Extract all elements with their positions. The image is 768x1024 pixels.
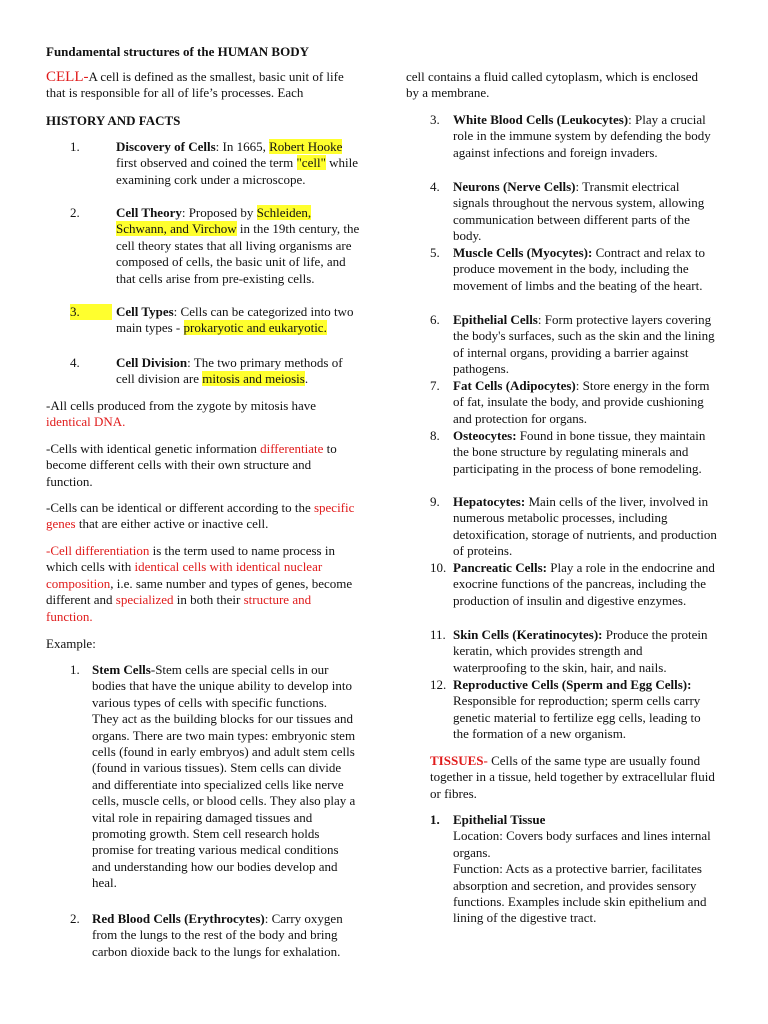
item-text: : Store energy in the form of fat, insulate the body, and provide cushioning and protection for organs. — [453, 378, 710, 426]
paragraph-text: Cells of the same type are usually found together in a tissue, held together by extracellular fluid or fibres. — [430, 753, 715, 801]
list-number: 1. — [430, 812, 440, 827]
red-term: identical cells with identical nuclear composition — [46, 559, 323, 591]
item-label: Hepatocytes: — [453, 494, 526, 509]
item-text: Contract and relax to produce movement in the body, including the movement of limbs and the beating of the heart. — [453, 245, 705, 293]
document-title: Fundamental structures of the HUMAN BODY — [46, 44, 309, 59]
paragraph — [46, 398, 356, 431]
list-number: 12. — [430, 677, 447, 692]
red-term: identical DNA. — [46, 414, 126, 430]
item-label: Osteocytes: — [453, 428, 517, 443]
item-label: Muscle Cells (Myocytes): — [453, 245, 593, 260]
item-label: Reproductive Cells (Sperm and Egg Cells): — [453, 677, 692, 692]
cell-definition-text: A cell is defined as the smallest, basic unit of life that is responsible for all of life’s processes. Each — [46, 69, 344, 101]
highlighted-text: Schleiden, Schwann, and Virchow — [116, 205, 312, 237]
item-text: : The two primary methods of cell division are — [116, 355, 343, 387]
item-text: in the 19th century, the cell theory states that all living organisms are composed of cells, the basic unit of life, and that cells arise from pre-existing cells. — [116, 221, 360, 286]
list-number: 10. — [430, 560, 447, 575]
red-term: structure and function. — [46, 592, 312, 624]
highlighted-text: prokaryotic and eukaryotic. — [183, 320, 327, 336]
item-text: : In 1665, — [215, 139, 270, 154]
paragraph-text: -All cells produced from the zygote by mitosis have — [46, 398, 317, 413]
history-heading: HISTORY AND FACTS — [46, 113, 181, 128]
list-number: 1. — [70, 139, 80, 154]
list-number: 2. — [70, 911, 80, 926]
list-number: 4. — [70, 355, 80, 370]
differentiation-paragraph — [46, 543, 356, 625]
item-text: -Stem cells are special cells in our bodies that have the unique ability to develop into various types of cells with specific functions. They act as the building blocks for our tissues and organs. There are two main types: embryonic stem cells (found in early embryos) and adult stem cells (found in various tissues). Stem cells can divide and differentiate into specialized cells like nerve cells, muscle cells, or blood cells. They also play a vital role in repairing damaged tissues and promoting growth. Stem cell research holds promise for treating various medical conditions and understanding how our bodies develop and heal. — [92, 662, 356, 891]
item-label: Neurons (Nerve Cells) — [453, 179, 576, 194]
tissue-location: Location: Covers body surfaces and lines internal organs. — [453, 828, 711, 860]
paragraph-text: that are either active or inactive cell. — [75, 516, 269, 532]
list-number: 1. — [70, 662, 80, 677]
item-text: : Form protective layers covering the body's surfaces, such as the skin and the lining of internal organs, providing a barrier against pathogens. — [453, 312, 715, 377]
paragraph-text: is the term used to name process in which cells with — [46, 543, 335, 575]
tissues-paragraph — [430, 753, 720, 802]
item-text: Produce the protein keratin, which provides strength and waterproofing to the skin, hair, and nails. — [453, 627, 708, 675]
item-text: : Play a crucial role in the immune system by defending the body against infections and foreign invaders. — [453, 112, 711, 160]
list-number: 11. — [430, 627, 446, 642]
item-label: Fat Cells (Adipocytes) — [453, 378, 576, 393]
list-number: 3. — [70, 304, 112, 320]
item-label: White Blood Cells (Leukocytes) — [453, 112, 629, 127]
paragraph-text: -Cells with identical genetic information — [46, 441, 261, 456]
list-number: 4. — [430, 179, 440, 194]
item-label: Skin Cells (Keratinocytes): — [453, 627, 603, 642]
cell-term: CELL- — [46, 69, 89, 85]
paragraph — [46, 441, 356, 490]
red-term: specialized — [115, 592, 174, 608]
item-label: Red Blood Cells (Erythrocytes) — [92, 911, 265, 926]
item-text: Main cells of the liver, involved in numerous metabolic processes, including detoxification, storage of nutrients, and production of proteins. — [453, 494, 717, 559]
highlighted-text: "cell" — [296, 155, 326, 171]
list-number: 5. — [430, 245, 440, 260]
red-term: specific genes — [46, 500, 355, 532]
tissue-label: Epithelial Tissue — [453, 812, 546, 827]
paragraph-text: in both their — [173, 592, 244, 608]
highlighted-text: Robert Hooke — [269, 139, 343, 154]
cell-definition-continued: cell contains a fluid called cytoplasm, which is enclosed by a membrane. — [406, 69, 699, 101]
list-number: 6. — [430, 312, 440, 327]
item-text: : Proposed by — [181, 205, 257, 220]
list-number: 3. — [430, 112, 440, 127]
tissues-term: TISSUES- — [430, 753, 488, 768]
paragraph-text: -Cells can be identical or different according to the — [46, 500, 314, 515]
item-label: Epithelial Cells — [453, 312, 538, 327]
item-label: Cell Types — [116, 304, 174, 319]
list-number: 2. — [70, 205, 80, 220]
item-label: Discovery of Cells — [116, 139, 216, 154]
red-term: differentiate — [260, 441, 324, 456]
item-text: Found in bone tissue, they maintain the bone structure by regulating minerals and participating in the process of bone remodeling. — [453, 428, 706, 476]
item-text: while examining cork under a microscope. — [116, 155, 359, 187]
item-label: Stem Cells — [92, 662, 151, 677]
list-number: 7. — [430, 378, 440, 393]
item-text: first observed and coined the term — [116, 155, 297, 171]
item-text: . — [304, 371, 309, 387]
tissue-function: Function: Acts as a protective barrier, facilitates absorption and secretion, and provides sensory functions. Examples include skin epithelium and lining of the digestive tract. — [453, 861, 707, 926]
item-text: : Cells can be categorized into two main types - — [116, 304, 354, 336]
item-label: Cell Division — [116, 355, 188, 370]
paragraph-text: to become different cells with their own structure and function. — [46, 441, 337, 489]
paragraph-text: , i.e. same number and types of genes, become different and — [46, 575, 353, 608]
cell-definition — [46, 69, 356, 102]
item-label: Cell Theory — [116, 205, 182, 220]
example-label: Example: — [46, 636, 96, 651]
item-label: Pancreatic Cells: — [453, 560, 547, 575]
highlighted-text: mitosis and meiosis — [202, 371, 305, 387]
list-number: 8. — [430, 428, 440, 443]
item-text: : Transmit electrical signals throughout the nervous system, allowing communication between different parts of the body. — [453, 179, 705, 244]
paragraph — [46, 500, 356, 533]
item-text: Responsible for reproduction; sperm cells carry genetic material to fertilize egg cells, leading to the formation of a new organism. — [453, 693, 701, 742]
item-text: : Carry oxygen from the lungs to the rest of the body and bring carbon dioxide back to the lungs for exhalation. — [92, 911, 343, 959]
red-term: -Cell differentiation — [46, 543, 150, 558]
list-number: 9. — [430, 494, 440, 509]
item-text: Play a role in the endocrine and exocrine functions of the pancreas, including the production of insulin and digestive enzymes. — [453, 560, 715, 608]
